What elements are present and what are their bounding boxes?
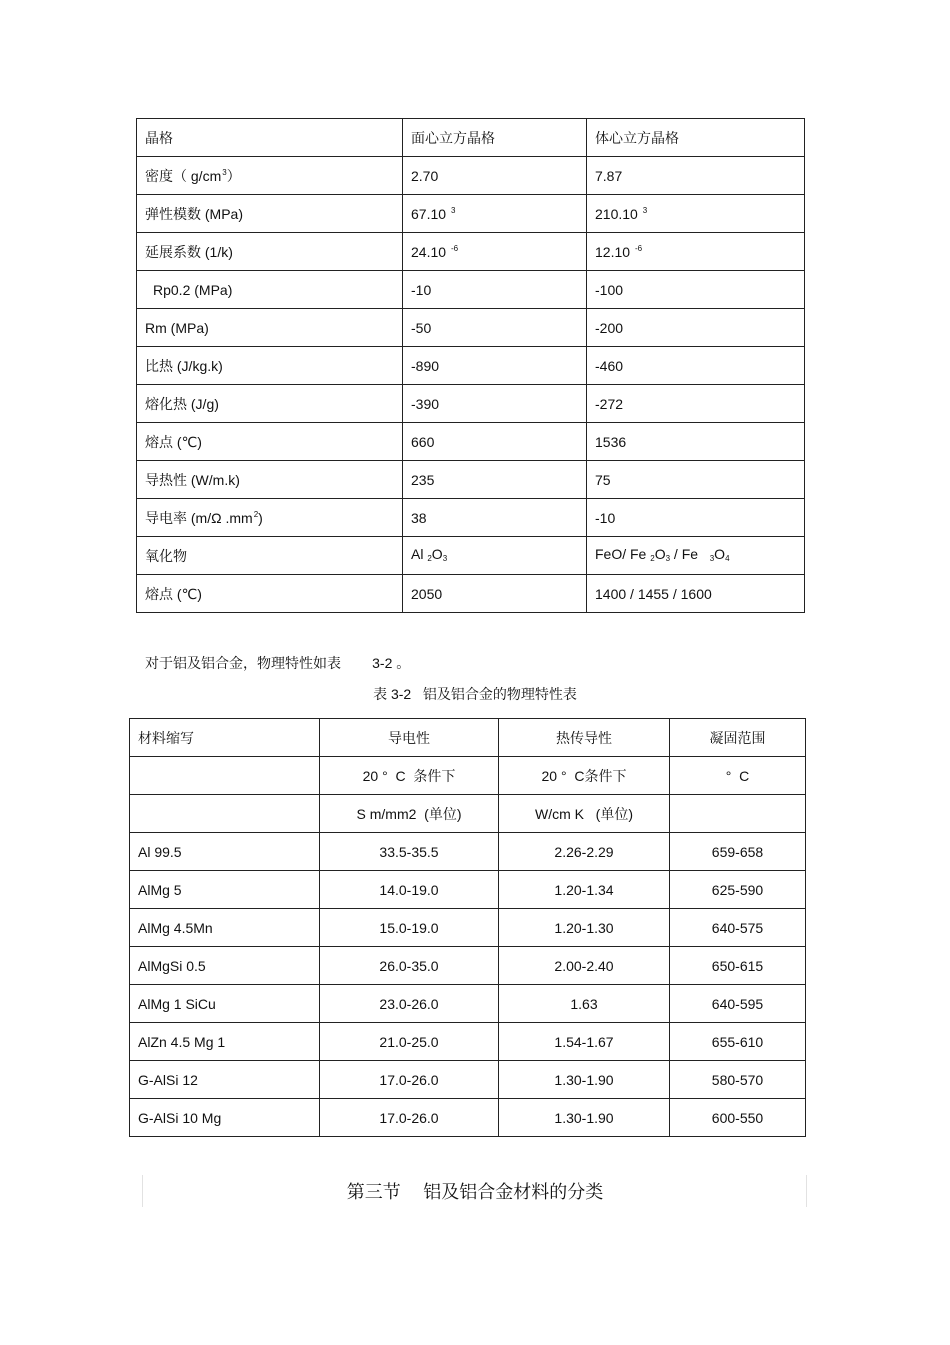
- label-text: 导电率 (m/Ω .mm: [145, 509, 253, 526]
- row-label: 熔点 (℃): [137, 423, 403, 461]
- value-text: 210.10: [595, 205, 638, 222]
- exponent: -6: [450, 243, 459, 253]
- formula-part: Al: [411, 546, 428, 562]
- row-label: 比热 (J/kg.k): [137, 347, 403, 385]
- table-cell: 1.54-1.67: [499, 1023, 670, 1061]
- table-row: [130, 757, 806, 795]
- table-row: [130, 1023, 806, 1061]
- table-cell: [587, 195, 805, 233]
- table-cell: 1400 / 1455 / 1600: [587, 575, 805, 613]
- table-cell: [587, 233, 805, 271]
- table-cell: G-AlSi 12: [130, 1061, 320, 1099]
- table-row: [130, 719, 806, 757]
- table-cell: 600-550: [670, 1099, 806, 1137]
- label-text: 密度（ g/cm: [145, 167, 222, 184]
- table-cell: 660: [403, 423, 587, 461]
- superscript: 2: [253, 509, 259, 519]
- table-row: [130, 947, 806, 985]
- table-cell: AlMg 4.5Mn: [130, 909, 320, 947]
- table-cell: 14.0-19.0: [320, 871, 499, 909]
- formula-part: / Fe: [670, 546, 710, 562]
- table-cell: G-AlSi 10 Mg: [130, 1099, 320, 1137]
- formula-part: FeO/ Fe: [595, 546, 651, 562]
- table-cell: -890: [403, 347, 587, 385]
- table-row: [130, 985, 806, 1023]
- table-cell: 20 ° C 条件下: [320, 757, 499, 795]
- table-cell: 1.20-1.34: [499, 871, 670, 909]
- row-label: 弹性模数 (MPa): [137, 195, 403, 233]
- table-cell: [403, 233, 587, 271]
- row-label: [137, 271, 403, 309]
- table-cell: 659-658: [670, 833, 806, 871]
- header-cell: 凝固范围: [670, 719, 806, 757]
- table-cell: 2.00-2.40: [499, 947, 670, 985]
- table-row: [137, 575, 805, 613]
- table-cell: 1536: [587, 423, 805, 461]
- header-cell: 导电性: [320, 719, 499, 757]
- row-label: 氧化物: [137, 537, 403, 575]
- table-cell: 655-610: [670, 1023, 806, 1061]
- table-cell: 640-595: [670, 985, 806, 1023]
- table-cell: [670, 795, 806, 833]
- value-text: 12.10: [595, 243, 631, 260]
- table-cell: W/cm K (单位): [499, 795, 670, 833]
- table-cell: 33.5-35.5: [320, 833, 499, 871]
- subscript: 2: [650, 554, 655, 563]
- superscript: 3: [222, 167, 227, 177]
- table-cell: 23.0-26.0: [320, 985, 499, 1023]
- row-label: 导热性 (W/m.k): [137, 461, 403, 499]
- table-cell: 17.0-26.0: [320, 1099, 499, 1137]
- table-cell: 1.30-1.90: [499, 1061, 670, 1099]
- table-cell: [587, 537, 805, 575]
- formula-part: O: [654, 546, 666, 562]
- table-cell: -10: [587, 499, 805, 537]
- table-cell: 640-575: [670, 909, 806, 947]
- section-heading: 第三节 铝及铝合金材料的分类: [346, 1182, 604, 1202]
- table-cell: 650-615: [670, 947, 806, 985]
- subscript: 3: [442, 554, 448, 563]
- row-label: Rm (MPa): [137, 309, 403, 347]
- table-row: [130, 833, 806, 871]
- header-cell: 热传导性: [499, 719, 670, 757]
- row-label: 延展系数 (1/k): [137, 233, 403, 271]
- exponent: 3: [642, 205, 648, 215]
- label-text: ）: [226, 167, 241, 184]
- subscript: 3: [709, 554, 715, 563]
- table-cell: 2.70: [403, 157, 587, 195]
- table-cell: [130, 795, 320, 833]
- table-cell: 2050: [403, 575, 587, 613]
- table-cell: 21.0-25.0: [320, 1023, 499, 1061]
- subscript: 2: [427, 554, 432, 563]
- table-cell: S m/mm2 (单位): [320, 795, 499, 833]
- table-cell: AlMg 1 SiCu: [130, 985, 320, 1023]
- table-row: [137, 195, 805, 233]
- formula-part: O: [431, 546, 443, 562]
- table-row: [137, 271, 805, 309]
- body-paragraph: 对于铝及铝合金，物理特性如表 3-2 。: [145, 655, 411, 671]
- table-caption: 表 3-2 铝及铝合金的物理特性表: [373, 686, 577, 702]
- table-cell: 1.20-1.30: [499, 909, 670, 947]
- table-cell: 625-590: [670, 871, 806, 909]
- table-cell: 20 ° C条件下: [499, 757, 670, 795]
- table-cell: 235: [403, 461, 587, 499]
- table-row: [137, 233, 805, 271]
- table-row: [137, 537, 805, 575]
- table-row: [137, 499, 805, 537]
- table-cell: AlZn 4.5 Mg 1: [130, 1023, 320, 1061]
- table-row: [137, 347, 805, 385]
- table-cell: Al 99.5: [130, 833, 320, 871]
- value-text: 24.10: [411, 243, 447, 260]
- table-row: [137, 157, 805, 195]
- exponent: 3: [450, 205, 456, 215]
- table-cell: -272: [587, 385, 805, 423]
- table-row: [137, 119, 805, 157]
- table-cell: 2.26-2.29: [499, 833, 670, 871]
- table-row: [130, 795, 806, 833]
- subscript: 3: [665, 554, 671, 563]
- label-text: Rp0.2 (MPa): [153, 281, 233, 298]
- crystal-properties-table: [136, 118, 805, 613]
- table-cell: 26.0-35.0: [320, 947, 499, 985]
- table-cell: [403, 195, 587, 233]
- table-cell: 1.63: [499, 985, 670, 1023]
- header-cell: 材料缩写: [130, 719, 320, 757]
- table-cell: 580-570: [670, 1061, 806, 1099]
- subscript: 4: [725, 554, 730, 563]
- label-text: ): [258, 509, 263, 526]
- table-row: [137, 461, 805, 499]
- table-cell: 7.87: [587, 157, 805, 195]
- header-cell: 晶格: [137, 119, 403, 157]
- row-label: [137, 499, 403, 537]
- table-row: [137, 309, 805, 347]
- table-cell: 75: [587, 461, 805, 499]
- table-cell: AlMgSi 0.5: [130, 947, 320, 985]
- table-row: [137, 385, 805, 423]
- row-label: 熔点 (℃): [137, 575, 403, 613]
- table-row: [130, 1099, 806, 1137]
- table-cell: -100: [587, 271, 805, 309]
- header-cell: 体心立方晶格: [587, 119, 805, 157]
- table-cell: -200: [587, 309, 805, 347]
- table-cell: 1.30-1.90: [499, 1099, 670, 1137]
- table-cell: AlMg 5: [130, 871, 320, 909]
- table-row: [130, 909, 806, 947]
- table-cell: [130, 757, 320, 795]
- header-cell: 面心立方晶格: [403, 119, 587, 157]
- table-row: [137, 423, 805, 461]
- table-cell: ° C: [670, 757, 806, 795]
- table-cell: -10: [403, 271, 587, 309]
- table-cell: -390: [403, 385, 587, 423]
- table-cell: -50: [403, 309, 587, 347]
- table-cell: [403, 537, 587, 575]
- alloy-properties-table: [129, 718, 806, 1137]
- table-row: [130, 871, 806, 909]
- table-row: [130, 1061, 806, 1099]
- formula-part: O: [714, 546, 726, 562]
- table-cell: 38: [403, 499, 587, 537]
- value-text: 67.10: [411, 205, 447, 222]
- row-label: [137, 157, 403, 195]
- table-cell: -460: [587, 347, 805, 385]
- table-cell: 15.0-19.0: [320, 909, 499, 947]
- table-cell: 17.0-26.0: [320, 1061, 499, 1099]
- exponent: -6: [634, 243, 643, 253]
- row-label: 熔化热 (J/g): [137, 385, 403, 423]
